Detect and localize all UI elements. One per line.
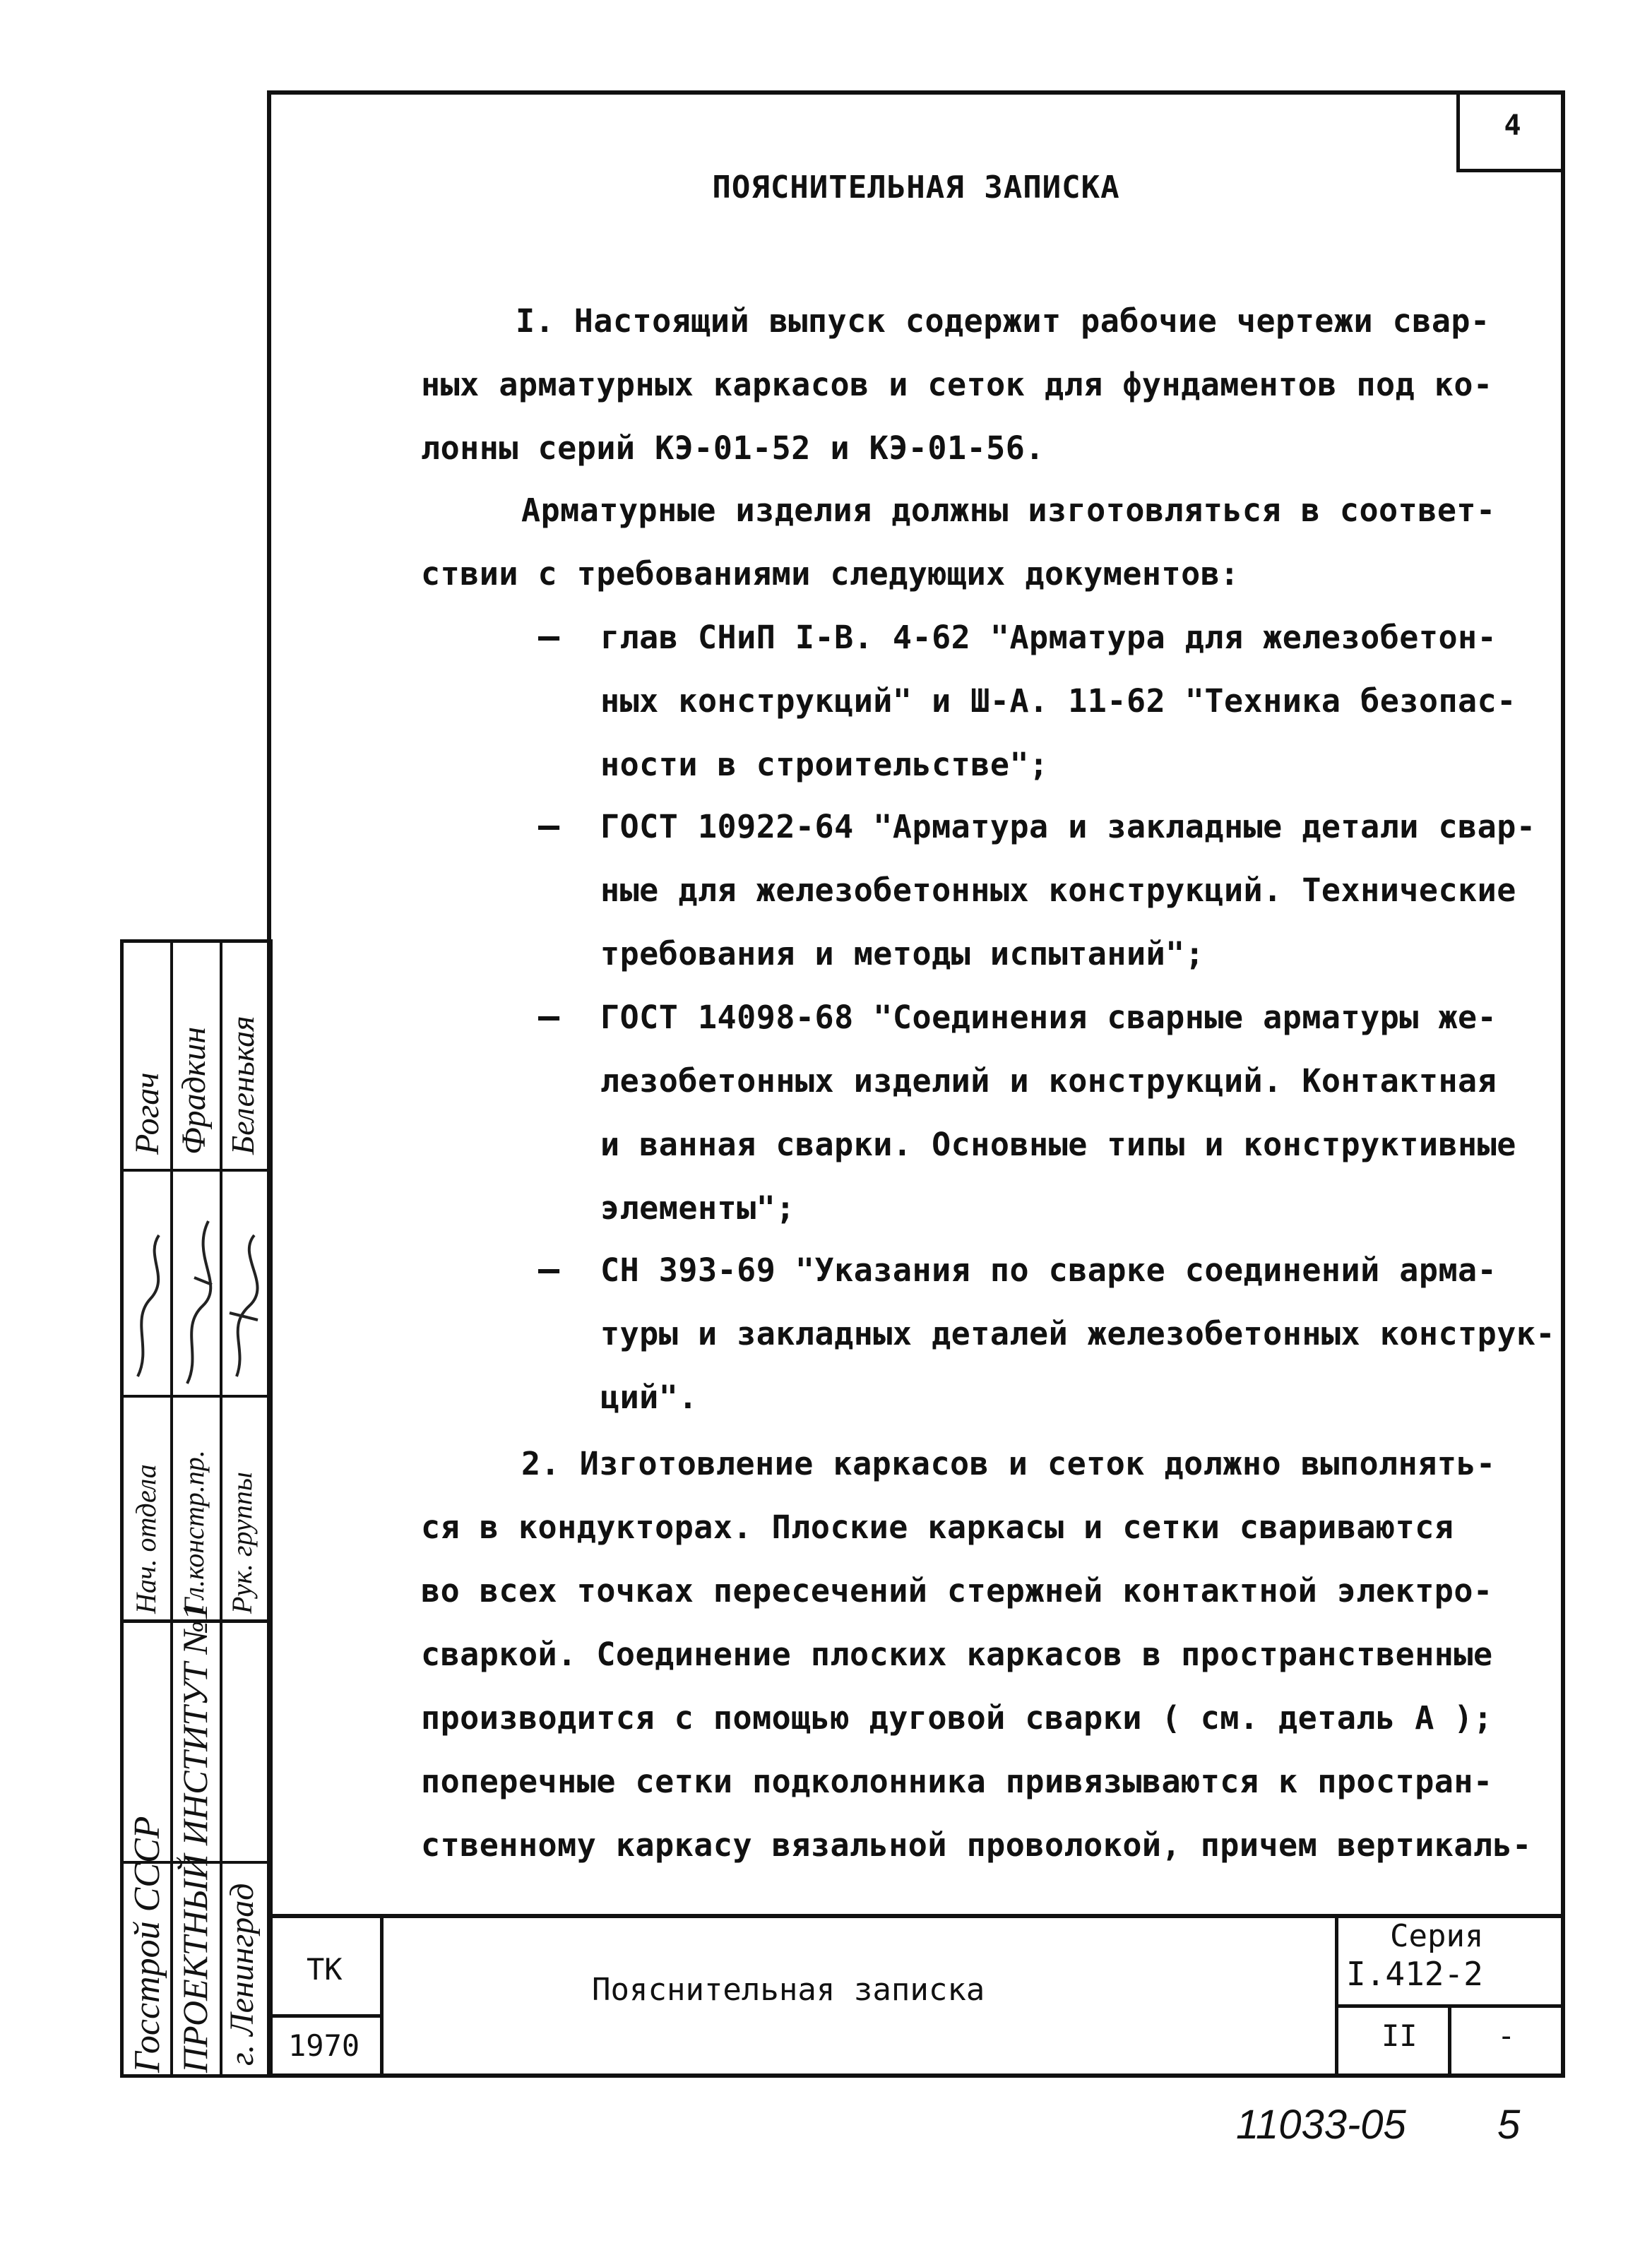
org-name: ПРОЕКТНЫЙ ИНСТИТУТ №1 (175, 1602, 215, 2073)
text-line: I. Настоящий выпуск содержит рабочие чертежи свар- (516, 302, 1490, 340)
text-line: ГОСТ 10922-64 "Арматура и закладные детали свар- (600, 808, 1536, 845)
tb-border (267, 1914, 1565, 1918)
text-line: глав СНиП I-В. 4-62 "Арматура для железобетон- (600, 619, 1497, 656)
tb-issue: II (1381, 2018, 1418, 2053)
tb-sheet: - (1497, 2018, 1516, 2053)
text-line: ся в кондукторах. Плоские каркасы и сетки свариваются (421, 1509, 1454, 1546)
text-line: ГОСТ 14098-68 "Соединения сварные арматуры же- (600, 999, 1497, 1036)
text-line: туры и закладных деталей железобетонных конструк- (600, 1315, 1556, 1352)
text-line: ности в строительстве"; (600, 746, 1049, 783)
bullet-dash: – (538, 616, 560, 657)
tb-divider (1335, 1914, 1338, 2078)
tb-series-label: Серия (1390, 1918, 1484, 1954)
text-line: ных конструкций" и Ш-А. 11-62 "Техника безопас- (600, 682, 1516, 720)
text-line: ных арматурных каркасов и сеток для фундаментов под ко- (421, 366, 1493, 403)
text-line: СН 393-69 "Указания по сварке соединений арма- (600, 1251, 1497, 1289)
text-line: лезобетонных изделий и конструкций. Контактная (600, 1062, 1497, 1100)
text-line: сваркой. Соединение плоских каркасов в пространственные (421, 1636, 1493, 1673)
tb-series-value: I.412-2 (1346, 1955, 1483, 1993)
tb-divider (1448, 2004, 1451, 2078)
sheet-number: 5 (1497, 2102, 1521, 2148)
role-label: Гл.констр.пр. (178, 1450, 210, 1614)
signer-name: Фрадкин (175, 1026, 213, 1155)
role-label: Рук. группы (226, 1472, 258, 1614)
text-line: производится с помощью дуговой сварки ( см. деталь А ); (421, 1699, 1493, 1737)
text-line: 2. Изготовление каркасов и сеток должно выполнять- (521, 1445, 1496, 1482)
text-line: ственному каркасу вязальной проволокой, причем вертикаль- (421, 1826, 1532, 1864)
bullet-dash: – (538, 996, 560, 1037)
text-line: ствии с требованиями следующих документов: (421, 555, 1240, 593)
page-title: ПОЯСНИТЕЛЬНАЯ ЗАПИСКА (712, 169, 1120, 206)
signatures (124, 1172, 269, 1392)
org-city: г. Ленинград (223, 1883, 261, 2066)
tb-year: 1970 (288, 2028, 360, 2063)
bullet-dash: – (538, 1249, 560, 1290)
org-name: Госстрой СССР (127, 1816, 167, 2073)
text-line: и ванная сварки. Основные типы и конструктивные (600, 1126, 1516, 1163)
approval-stamp (120, 939, 273, 2078)
tb-divider (380, 1914, 384, 2078)
title-block (267, 1914, 1565, 2078)
text-line: Арматурные изделия должны изготовляться в соответ- (521, 492, 1496, 529)
text-line: лонны серий КЭ-01-52 и КЭ-01-56. (421, 429, 1045, 467)
tb-code: ТК (307, 1952, 343, 1987)
text-line: ные для железобетонных конструкций. Технические (600, 871, 1516, 909)
role-label: Нач. отдела (130, 1464, 162, 1614)
bullet-dash: – (538, 805, 560, 846)
signer-name: Рогач (129, 1072, 166, 1155)
tb-divider (267, 2014, 384, 2018)
text-line: ций". (600, 1379, 698, 1416)
stamp-divider (170, 1619, 173, 2076)
page-number: 4 (1456, 90, 1565, 172)
inventory-code: 11033-05 (1236, 2102, 1406, 2148)
signer-name: Беленькая (225, 1016, 261, 1155)
stamp-divider (124, 1395, 269, 1398)
tb-doc-title: Пояснительная записка (592, 1972, 985, 2008)
text-line: требования и методы испытаний"; (600, 935, 1205, 972)
text-line: во всех точках пересечений стержней контактной электро- (421, 1572, 1493, 1610)
text-line: элементы"; (600, 1189, 795, 1227)
text-line: поперечные сетки подколонника привязываются к простран- (421, 1763, 1493, 1800)
